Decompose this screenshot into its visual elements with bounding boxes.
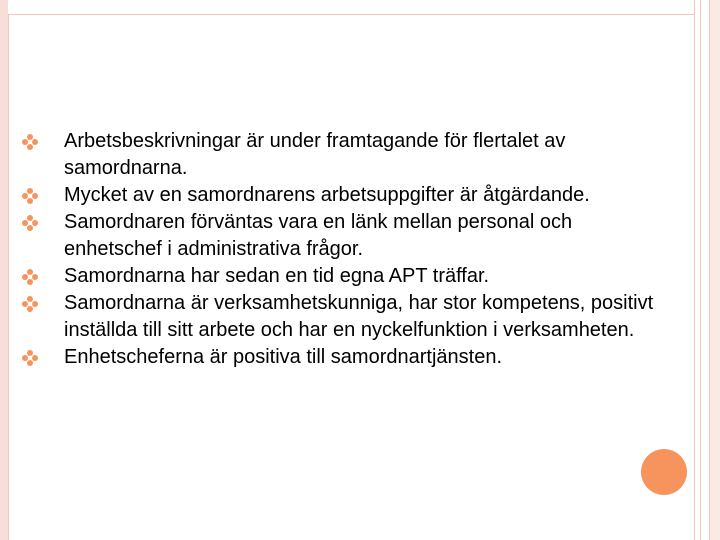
list-item <box>22 290 662 344</box>
left-border-rule <box>8 14 9 540</box>
list-item <box>22 128 662 182</box>
star-flower-icon <box>22 188 38 204</box>
bullet-list <box>22 128 662 371</box>
bullet-text: Samordnarna har sedan en tid egna APT träffar. <box>64 265 490 287</box>
bullet-text: Enhetscheferna är positiva till samordnartjänsten. <box>64 346 503 368</box>
list-item <box>22 263 662 290</box>
bullet-text: Samordnarna är verksamhetskunniga, har stor kompetens, positivt inställda till sitt arbete och har en nyckelfunktion i verksamheten. <box>64 292 654 341</box>
right-border-rule <box>694 0 695 540</box>
bullet-text: Arbetsbeskrivningar är under framtagande för flertalet av samordnarna. <box>64 130 566 179</box>
right-decorative-bar <box>710 0 720 540</box>
star-flower-icon <box>22 215 38 231</box>
list-item <box>22 182 662 209</box>
orange-circle-decoration <box>641 449 687 495</box>
bullet-text: Mycket av en samordnarens arbetsuppgifter är åtgärdande. <box>64 184 590 206</box>
top-border-rule <box>8 14 694 15</box>
list-item <box>22 344 662 371</box>
right-border-rule <box>700 0 701 540</box>
bullet-text: Samordnaren förväntas vara en länk mellan personal och enhetschef i administrativa frågor. <box>64 211 573 260</box>
star-flower-icon <box>22 296 38 312</box>
star-flower-icon <box>22 134 38 150</box>
star-flower-icon <box>22 269 38 285</box>
list-item <box>22 209 662 263</box>
star-flower-icon <box>22 350 38 366</box>
left-decorative-bar <box>0 0 8 540</box>
